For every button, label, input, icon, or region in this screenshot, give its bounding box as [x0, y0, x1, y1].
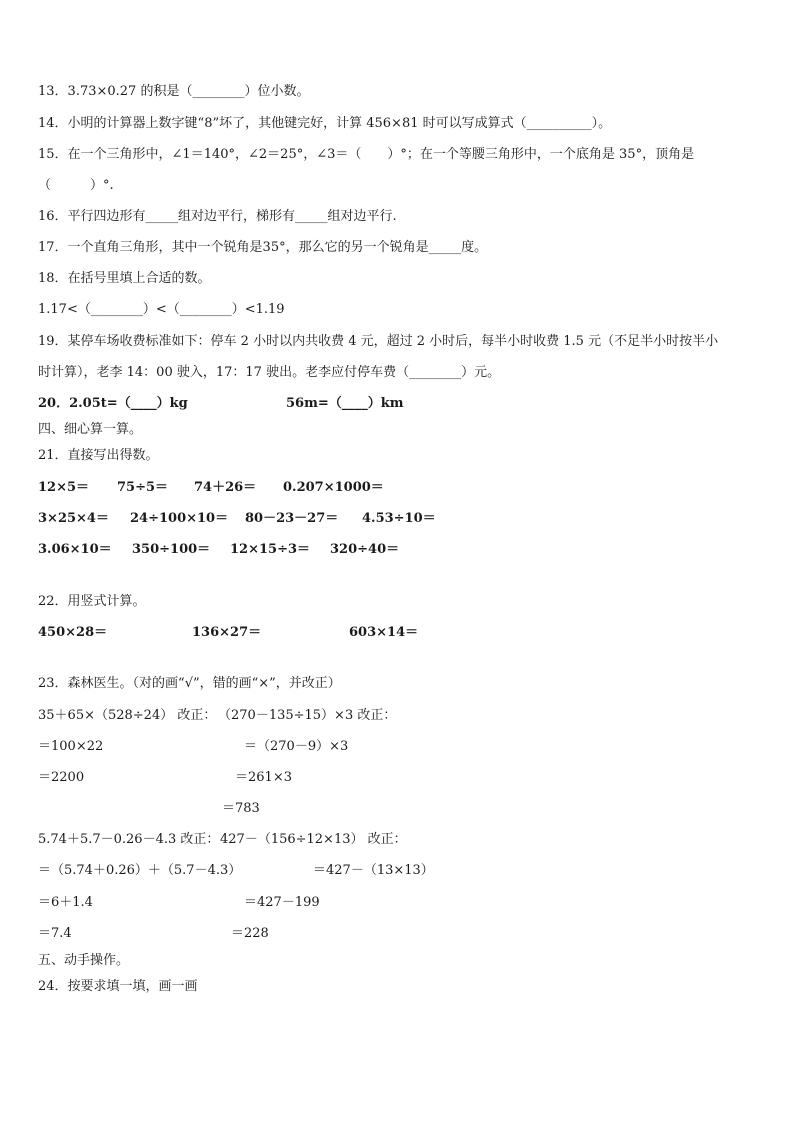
q21-r1-c3: 74＋26＝: [194, 480, 257, 495]
q23-left-line-1: 35＋65×（528÷24） 改正：: [38, 708, 217, 723]
question-13: 13．3.73×0.27 的积是（________）位小数。: [38, 84, 310, 99]
q23-right-line-4: ＝783: [222, 801, 260, 816]
question-15-line-2: （ ）°.: [38, 178, 114, 193]
question-18: 18．在括号里填上合适的数。: [38, 271, 211, 286]
q23-left-line-8: ＝7.4: [38, 926, 72, 941]
q21-r3-c4: 320÷40＝: [330, 542, 400, 557]
q21-r2-c2: 24÷100×10＝: [130, 511, 229, 526]
q23-right-line-6: ＝427－（13×13）: [313, 863, 434, 878]
question-18-expression: 1.17<（________）<（________）<1.19: [38, 302, 285, 317]
q23-right-line-7: ＝427－199: [244, 895, 320, 910]
question-14: 14．小明的计算器上数字键“8”坏了，其他键完好，计算 456×81 时可以写成算式（__________）。: [38, 116, 612, 131]
q21-r1-c4: 0.207×1000＝: [283, 480, 384, 495]
q21-r3-c3: 12×15÷3＝: [230, 542, 311, 557]
q22-item-1: 450×28＝: [38, 625, 108, 640]
question-19-line-1: 19．某停车场收费标准如下：停车 2 小时以内共收费 4 元，超过 2 小时后，每半小时收费 1.5 元（不足半小时按半小: [38, 334, 719, 349]
q23-right-line-2: ＝（270－9）×3: [244, 739, 349, 754]
question-17: 17．一个直角三角形，其中一个锐角是35°，那么它的另一个锐角是_____度。: [38, 240, 488, 255]
question-19-line-2: 时计算），老李 14：00 驶入，17：17 驶出。老李应付停车费（________）元。: [38, 365, 501, 380]
q21-r2-c4: 4.53÷10＝: [362, 511, 436, 526]
q21-r1-c2: 75÷5＝: [117, 480, 169, 495]
q23-right-line-8: ＝228: [231, 926, 269, 941]
section-4-heading: 四、细心算一算。: [38, 422, 143, 437]
q21-r3-c1: 3.06×10＝: [38, 542, 112, 557]
question-16: 16．平行四边形有_____组对边平行，梯形有_____组对边平行.: [38, 209, 397, 224]
q21-r3-c2: 350÷100＝: [132, 542, 211, 557]
question-21: 21．直接写出得数。: [38, 448, 159, 463]
question-20-part-a: 20．2.05t=（____）kg: [38, 396, 188, 411]
q23-right-line-3: ＝261×3: [235, 770, 292, 785]
question-24: 24．按要求填一填，画一画: [38, 979, 198, 994]
q21-r2-c3: 80－23－27＝: [245, 511, 339, 526]
q23-left-line-7: ＝6＋1.4: [38, 895, 93, 910]
q21-r2-c1: 3×25×4＝: [38, 511, 109, 526]
q23-left-line-3: ＝2200: [38, 770, 85, 785]
section-5-heading: 五、动手操作。: [38, 953, 130, 968]
q23-left-line-6: ＝（5.74＋0.26）＋（5.7－4.3）: [38, 863, 242, 878]
question-22: 22．用竖式计算。: [38, 594, 146, 609]
question-23: 23．森林医生。（对的画“√”，错的画“×”，并改正）: [38, 676, 341, 691]
question-20-part-b: 56m=（____）km: [286, 396, 404, 411]
question-15-line-1: 15．在一个三角形中，∠1＝140°，∠2＝25°，∠3＝（ ）°；在一个等腰三角形中，一个底角是 35°，顶角是: [38, 147, 695, 162]
q23-left-line-5: 5.74＋5.7－0.26－4.3 改正：: [38, 832, 220, 847]
q23-left-line-2: ＝100×22: [38, 739, 104, 754]
q23-right-line-5: 427－（156÷12×13） 改正：: [220, 832, 407, 847]
q21-r1-c1: 12×5＝: [38, 480, 90, 495]
q23-right-line-1: （270－135÷15）×3 改正：: [218, 708, 397, 723]
q22-item-2: 136×27＝: [192, 625, 262, 640]
q22-item-3: 603×14＝: [349, 625, 419, 640]
